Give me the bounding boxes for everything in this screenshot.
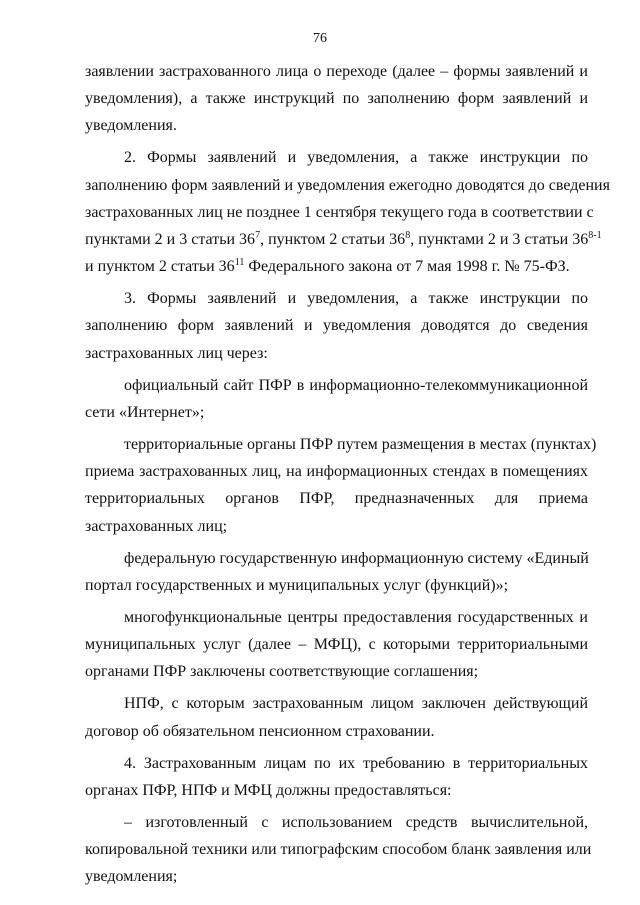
text-line: многофункциональные центры предоставления государственных и bbox=[124, 608, 588, 626]
text-line: НПФ, с которым застрахованным лицом заключен действующий bbox=[124, 695, 588, 713]
text-run: , пунктами 2 и 3 статьи 36 bbox=[410, 231, 589, 249]
text-line bbox=[85, 226, 602, 253]
text-line: заявлении застрахованного лица о переходе (далее – формы заявлений и bbox=[85, 63, 588, 80]
text-line: 3. Формы заявлений и уведомления, а также инструкции по bbox=[124, 290, 588, 308]
text-line: застрахованных лиц через: bbox=[85, 344, 268, 362]
text-line: территориальные органы ПФР путем размещения в местах (пунктах) bbox=[124, 436, 597, 453]
text-line: уведомления. bbox=[85, 117, 177, 135]
text-line: федеральную государственную информационную систему «Единый bbox=[124, 549, 589, 567]
text-line: 4. Застрахованным лицам по их требованию в территориальных bbox=[124, 754, 588, 772]
text-line bbox=[85, 253, 588, 280]
text-line: органами ПФР заключены соответствующие соглашения; bbox=[85, 663, 479, 681]
text-line: копировальной техники или типографским способом бланк заявления или bbox=[85, 841, 592, 859]
body-text bbox=[85, 58, 610, 890]
page-number: 76 bbox=[313, 31, 327, 46]
text-line: застрахованных лиц; bbox=[85, 517, 228, 535]
text-line: 2. Формы заявлений и уведомления, а также инструкции по bbox=[124, 149, 588, 167]
text-line: территориальных органов ПФР, предназначенных для приема bbox=[85, 490, 588, 508]
text-run: Федерального закона от 7 мая 1998 г. № 75-ФЗ. bbox=[244, 258, 570, 276]
text-line: официальный сайт ПФР в информационно-телекоммуникационной bbox=[124, 376, 588, 394]
text-run: пунктами 2 и 3 статьи 36 bbox=[85, 231, 256, 249]
superscript: 8 bbox=[405, 230, 411, 242]
superscript: 11 bbox=[234, 257, 245, 269]
text-line: заполнению форм заявлений и уведомления ежегодно доводятся до сведения bbox=[85, 176, 610, 194]
text-line: уведомления; bbox=[85, 868, 178, 886]
text-run: и пунктом 2 статьи 36 bbox=[85, 258, 235, 276]
text-line: сети «Интернет»; bbox=[85, 403, 205, 421]
text-run: , пунктом 2 статьи 36 bbox=[260, 231, 406, 249]
text-line: уведомления), а также инструкций по заполнению форм заявлений и bbox=[85, 90, 588, 108]
superscript: 7 bbox=[255, 230, 261, 242]
text-line: заполнению форм заявлений и уведомления доводятся до сведения bbox=[85, 317, 588, 335]
text-line: – изготовленный с использованием средств вычислительной, bbox=[124, 813, 588, 831]
text-line: застрахованных лиц не позднее 1 сентября текущего года в соответствии с bbox=[85, 203, 594, 221]
text-line: приема застрахованных лиц, на информационных стендах в помещениях bbox=[85, 463, 588, 481]
text-line: договор об обязательном пенсионном страховании. bbox=[85, 722, 435, 740]
text-line: органах ПФР, НПФ и МФЦ должны предоставляться: bbox=[85, 781, 452, 799]
text-line: портал государственных и муниципальных услуг (функций)»; bbox=[85, 576, 509, 594]
superscript: 8-1 bbox=[588, 230, 602, 242]
text-line: муниципальных услуг (далее – МФЦ), с которыми территориальными bbox=[85, 636, 588, 654]
